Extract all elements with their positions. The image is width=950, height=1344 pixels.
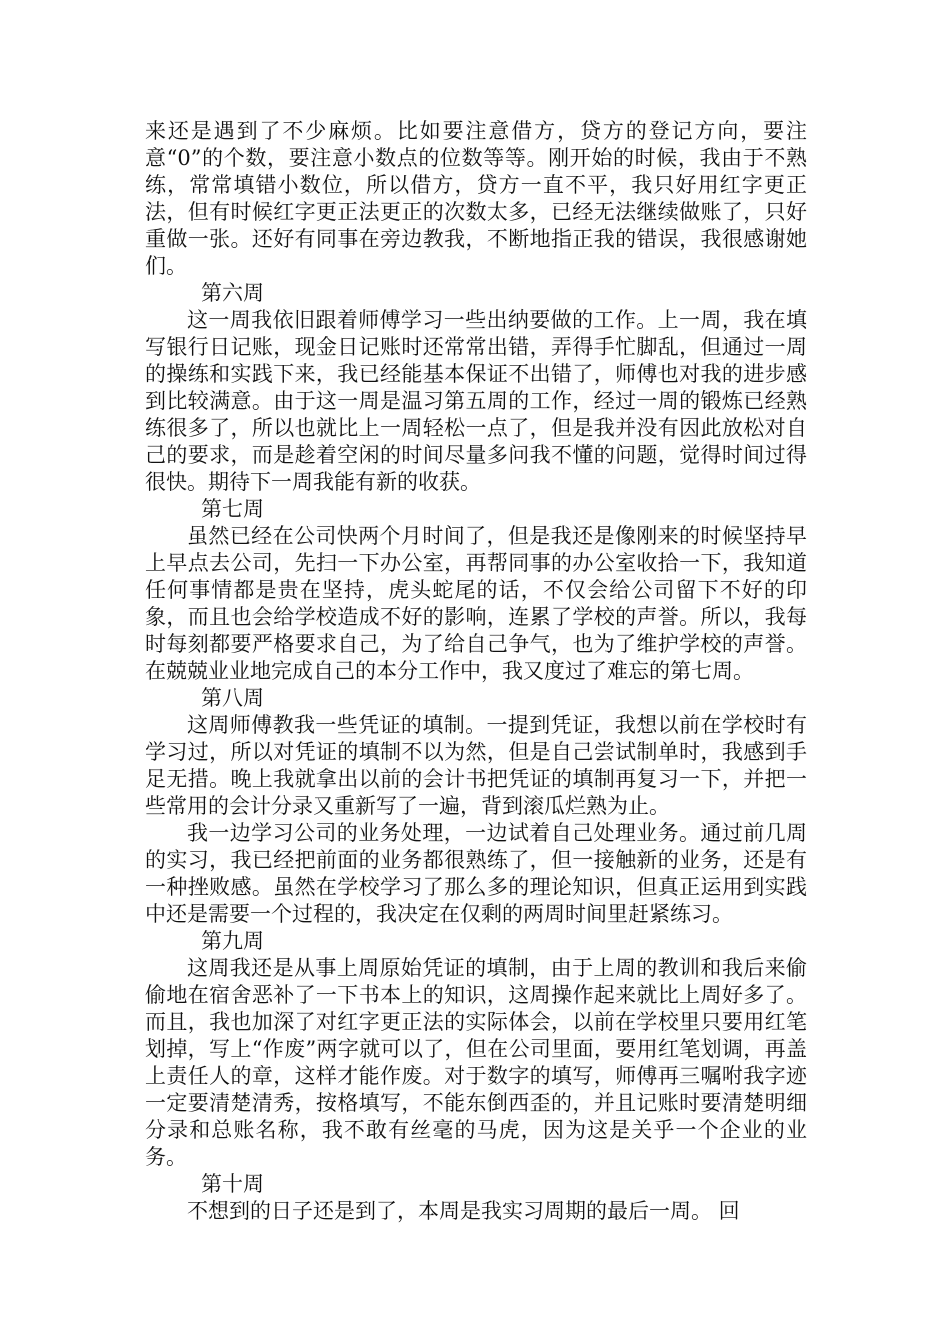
paragraph-week-9: 这周我还是从事上周原始凭证的填制，由于上周的教训和我后来偷偷地在宿舍恶补了一下书本上的知识，这周操作起来就比上周好多了。而且，我也加深了对红字更正法的实际体会，以前在学校里只要用红笔划掉，写上“作废”两字就可以了，但在公司里面，要用红笔划调，再盖上责任人的章，这样才能作废。对于数字的填写，师傅再三嘱咐我字迹一定要清楚清秀，按格填写，不能东倒西歪的，并且记账时要清楚明细分录和总账名称，我不敢有丝毫的马虎，因为这是关乎一个企业的业务。 bbox=[145, 956, 807, 1169]
document-page bbox=[145, 118, 807, 1225]
paragraph-week-6: 这一周我依旧跟着师傅学习一些出纳要做的工作。上一周，我在填写银行日记账，现金日记账时还常常出错，弄得手忙脚乱，但通过一周的操练和实践下来，我已经能基本保证不出错了，师傅也对我的进步感到比较满意。由于这一周是温习第五周的工作，经过一周的锻炼已经熟练很多了，所以也就比上一周轻松一点了，但是我并没有因此放松对自己的要求，而是趁着空闲的时间尽量多问我不懂的问题，觉得时间过得很快。期待下一周我能有新的收获。 bbox=[145, 308, 807, 494]
paragraph-week-10: 不想到的日子还是到了，本周是我实习周期的最后一周。 回 bbox=[187, 1199, 740, 1223]
heading-week-7: 第七周 bbox=[201, 497, 264, 521]
paragraph-continued: 来还是遇到了不少麻烦。比如要注意借方，贷方的登记方向，要注意“0”的个数，要注意小数点的位数等等。刚开始的时候，我由于不熟练，常常填错小数位，所以借方，贷方一直不平，我只好用红字更正法，但有时候红字更正法更正的次数太多，已经无法继续做账了，只好重做一张。还好有同事在旁边教我，不断地指正我的错误，我很感谢她们。 bbox=[145, 119, 807, 278]
heading-week-9: 第九周 bbox=[201, 929, 264, 953]
paragraph-week-8-b: 我一边学习公司的业务处理，一边试着自己处理业务。通过前几周的实习，我已经把前面的业务都很熟练了，但一接触新的业务，还是有一种挫败感。虽然在学校学习了那么多的理论知识，但真正运用到实践中还是需要一个过程的，我决定在仅剩的两周时间里赶紧练习。 bbox=[145, 821, 807, 926]
heading-week-10: 第十周 bbox=[201, 1172, 264, 1196]
heading-week-8: 第八周 bbox=[201, 686, 264, 710]
paragraph-week-8-a: 这周师傅教我一些凭证的填制。一提到凭证，我想以前在学校时有学习过，所以对凭证的填制不以为然，但是自己尝试制单时，我感到手足无措。晚上我就拿出以前的会计书把凭证的填制再复习一下，并把一些常用的会计分录又重新写了一遍，背到滚瓜烂熟为止。 bbox=[145, 713, 807, 818]
heading-week-6: 第六周 bbox=[201, 281, 264, 305]
paragraph-week-7: 虽然已经在公司快两个月时间了，但是我还是像刚来的时候坚持早上早点去公司，先扫一下办公室，再帮同事的办公室收拾一下，我知道任何事情都是贵在坚持，虎头蛇尾的话，不仅会给公司留下不好的印象，而且也会给学校造成不好的影响，连累了学校的声誉。所以，我每时每刻都要严格要求自己，为了给自己争气，也为了维护学校的声誉。 在兢兢业业地完成自己的本分工作中，我又度过了难忘的第七周。 bbox=[145, 524, 807, 683]
